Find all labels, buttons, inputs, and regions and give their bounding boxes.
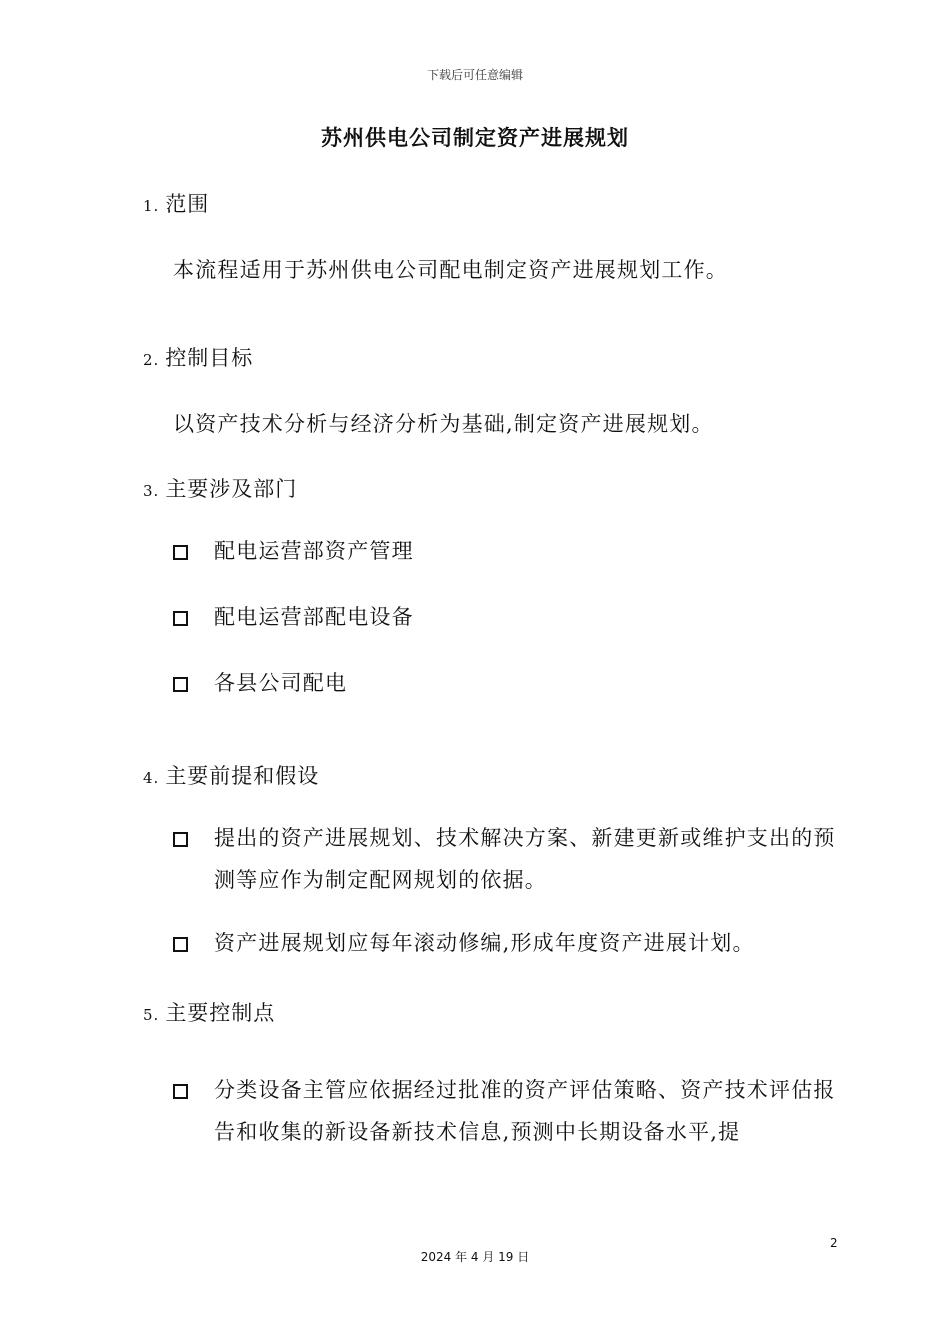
section-heading-4 bbox=[143, 760, 319, 790]
list-item bbox=[173, 817, 838, 901]
list-item-text: 配电运营部配电设备 bbox=[214, 605, 414, 629]
section-heading-text: 控制目标 bbox=[165, 346, 254, 370]
checkbox-bullet-icon bbox=[173, 677, 188, 692]
list-item-text: 提出的资产进展规划、技术解决方案、新建更新或维护支出的预测等应作为制定配网规划的依据。 bbox=[214, 826, 836, 892]
section-heading-text: 主要前提和假设 bbox=[165, 764, 320, 788]
section-paragraph-1: 本流程适用于苏州供电公司配电制定资产进展规划工作。 bbox=[173, 258, 728, 282]
list-item bbox=[173, 596, 838, 638]
checkbox-bullet-icon bbox=[173, 937, 188, 952]
list-item-text: 配电运营部资产管理 bbox=[214, 539, 414, 563]
section-heading-text: 主要控制点 bbox=[165, 1001, 276, 1025]
section-heading-1 bbox=[143, 188, 209, 218]
list-item bbox=[173, 530, 838, 572]
list-item bbox=[173, 662, 838, 704]
section-heading-text: 范围 bbox=[165, 192, 210, 216]
list-item bbox=[173, 922, 838, 964]
section-number: 4. bbox=[143, 769, 160, 787]
section-number: 1. bbox=[143, 197, 160, 215]
section-heading-text: 主要涉及部门 bbox=[165, 477, 298, 501]
checkbox-bullet-icon bbox=[173, 545, 188, 560]
checkbox-bullet-icon bbox=[173, 832, 188, 847]
section-number: 3. bbox=[143, 482, 160, 500]
list-item bbox=[173, 1069, 838, 1153]
section-heading-3 bbox=[143, 473, 297, 503]
section-heading-2 bbox=[143, 342, 253, 372]
checkbox-bullet-icon bbox=[173, 611, 188, 626]
list-item-text: 资产进展规划应每年滚动修编,形成年度资产进展计划。 bbox=[214, 931, 755, 955]
page-number: 2 bbox=[830, 1236, 838, 1250]
footer-date: 2024 年 4 月 19 日 bbox=[420, 1250, 530, 1264]
section-number: 5. bbox=[143, 1006, 160, 1024]
section-number: 2. bbox=[143, 351, 160, 369]
list-item-text: 各县公司配电 bbox=[214, 671, 348, 695]
list-item-text: 分类设备主管应依据经过批准的资产评估策略、资产技术评估报告和收集的新设备新技术信息,预测中长期设备水平,提 bbox=[214, 1078, 836, 1144]
section-paragraph-2: 以资产技术分析与经济分析为基础,制定资产进展规划。 bbox=[173, 412, 714, 436]
header-note: 下载后可任意编辑 bbox=[426, 68, 523, 82]
section-heading-5 bbox=[143, 997, 275, 1027]
page-title: 苏州供电公司制定资产进展规划 bbox=[321, 126, 629, 150]
checkbox-bullet-icon bbox=[173, 1084, 188, 1099]
